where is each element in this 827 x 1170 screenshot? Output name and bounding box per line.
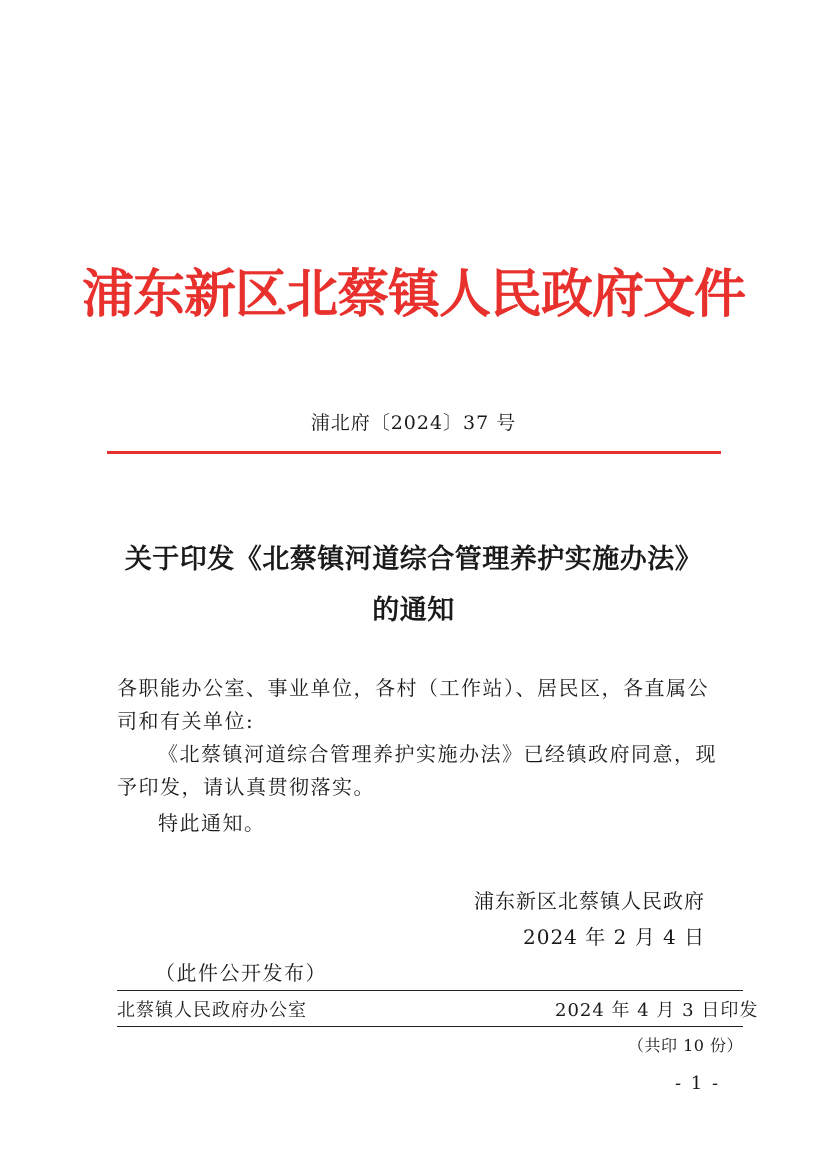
disclosure-note: （此件公开发布） [155,961,327,985]
document-masthead: 浦东新区北蔡镇人民政府文件 [81,265,745,325]
footer-print-date: 2024 年 4 月 3 日印发 [555,1000,759,1021]
footer-bottom-rule [117,1026,743,1027]
body-paragraph-line-1: 《北蔡镇河道综合管理养护实施办法》已经镇政府同意，现 [158,742,717,766]
footer-issuer: 北蔡镇人民政府办公室 [117,1000,307,1021]
recipients-line-2: 司和有关单位: [117,709,255,733]
red-separator-line [107,451,721,454]
signature-date: 2024 年 2 月 4 日 [523,925,706,949]
document-title-line-2: 的通知 [372,595,455,626]
document-number: 浦北府〔2024〕37 号 [310,412,517,434]
document-title-line-1: 关于印发《北蔡镇河道综合管理养护实施办法》 [124,544,703,575]
closing-phrase: 特此通知。 [158,811,266,835]
body-paragraph-line-2: 予印发，请认真贯彻落实。 [117,775,375,799]
footer-top-rule [117,990,743,991]
recipients-line-1: 各职能办公室、事业单位，各村（工作站）、居民区，各直属公 [117,676,709,700]
signature-organization: 浦东新区北蔡镇人民政府 [474,889,705,913]
copies-count: （共印 10 份） [628,1036,744,1055]
page-number: - 1 - [675,1073,721,1094]
